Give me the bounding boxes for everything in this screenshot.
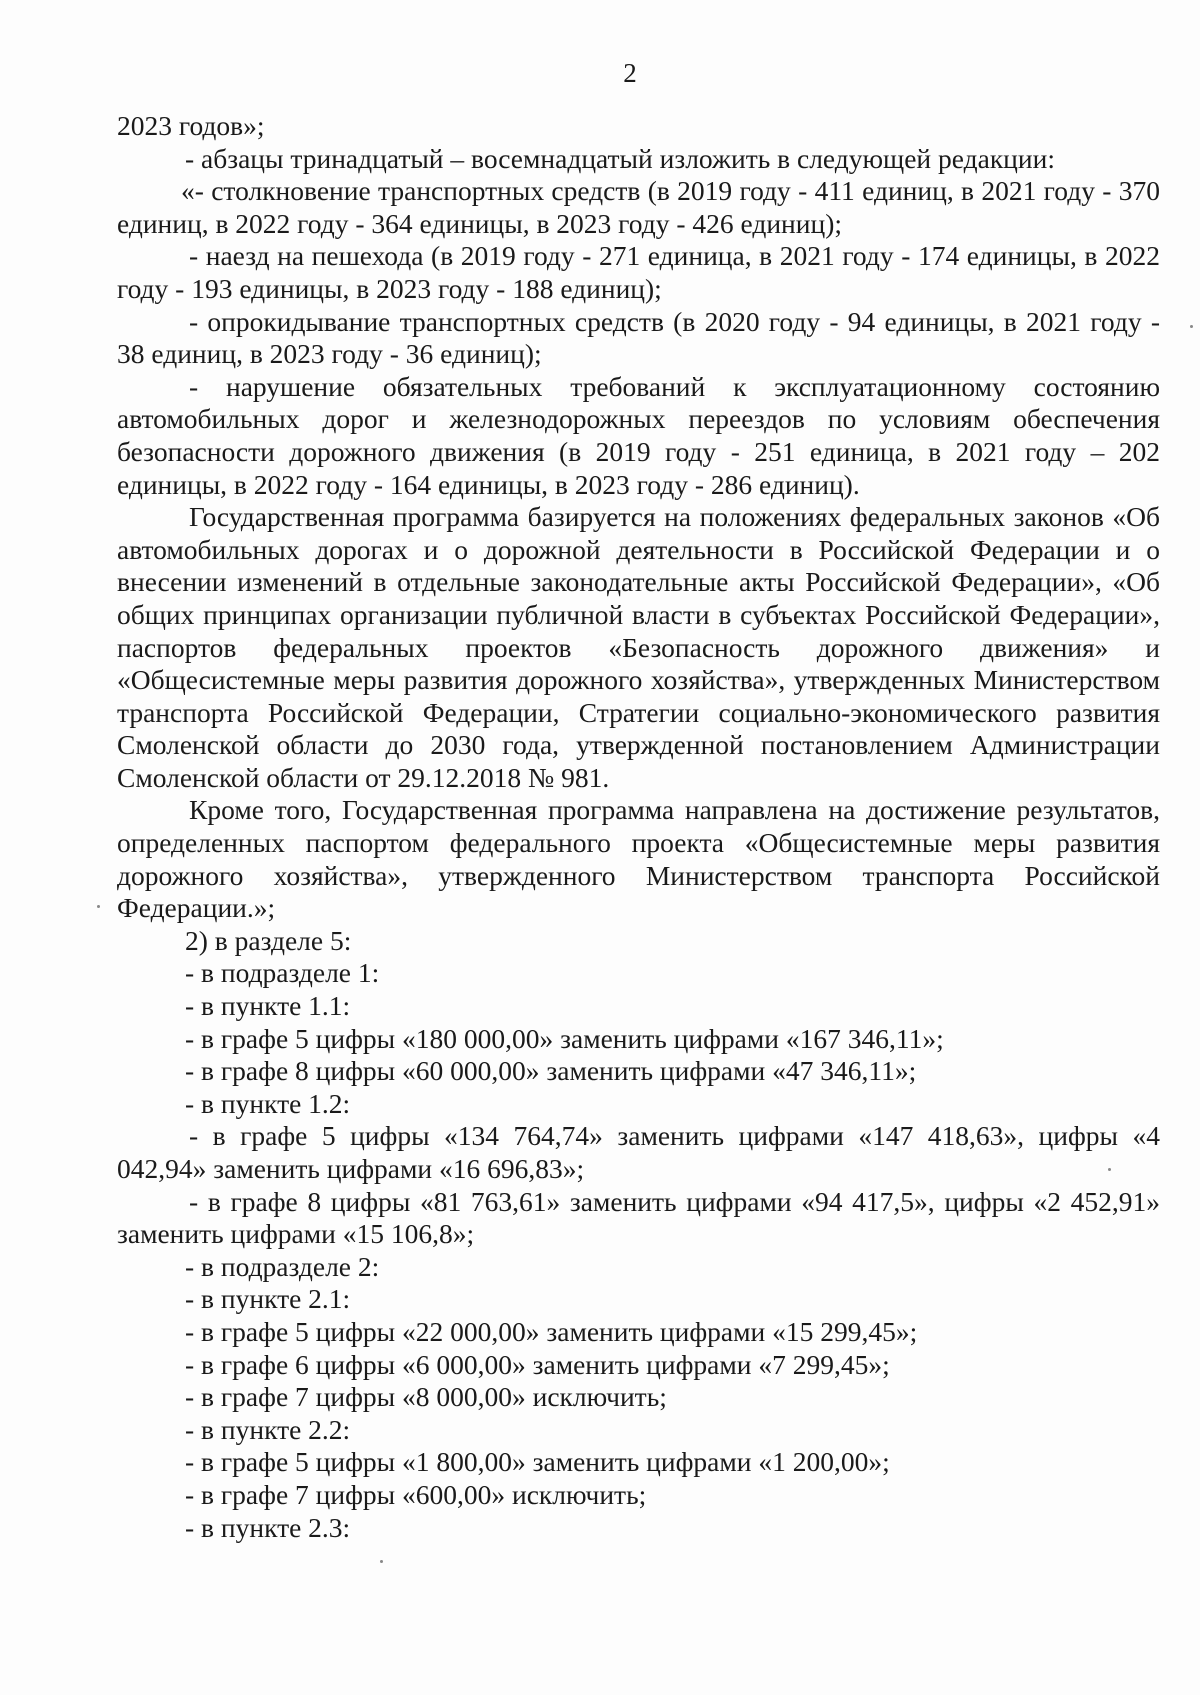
list-item: - в графе 5 цифры «180 000,00» заменить цифрами «167 346,11»;	[185, 1022, 944, 1054]
scan-speck	[1108, 1168, 1111, 1171]
paragraph: - абзацы тринадцатый – восемнадцатый изложить в следующей редакции:	[185, 142, 1055, 174]
paragraph: - опрокидывание транспортных средств (в 2020 году - 94 единицы, в 2021 году - 38 единиц, в 2023 году - 36 единиц);	[117, 305, 1160, 370]
list-item: - в графе 5 цифры «134 764,74» заменить цифрами «147 418,63», цифры «4 042,94» заменить цифрами «16 696,83»;	[117, 1120, 1160, 1184]
scan-speck	[97, 905, 100, 908]
list-item: - в пункте 2.1:	[185, 1283, 351, 1315]
page-number: 2	[623, 58, 637, 88]
scan-speck	[380, 1560, 383, 1563]
list-item: - в пункте 2.3:	[185, 1511, 351, 1543]
list-item: - в графе 7 цифры «8 000,00» исключить;	[185, 1381, 667, 1413]
paragraph: Кроме того, Государственная программа направлена на достижение результатов, определенных паспортом федерального проекта «Общесистемные меры развития дорожного хозяйства», утвержденного Министерством транспорта Российской Федерации.»;	[117, 794, 1160, 924]
document-body	[117, 110, 1160, 1544]
list-item: - в пункте 1.1:	[185, 990, 351, 1022]
list-item: - в пункте 1.2:	[185, 1087, 351, 1119]
paragraph: «- столкновение транспортных средств (в 2019 году - 411 единиц, в 2021 году - 370 единиц, в 2022 году - 364 единицы, в 2023 году - 426 единиц);	[117, 175, 1160, 239]
scan-speck	[1190, 325, 1193, 328]
paragraph: 2023 годов»;	[117, 110, 265, 141]
paragraph: - нарушение обязательных требований к эксплуатационному состоянию автомобильных дорог и железнодорожных переездов по условиям обеспечения безопасности дорожного движения (в 2019 году - 251 единица, в 2021 году – 202 единицы, в 2022 году - 164 единицы, в 2023 году - 286 единиц).	[117, 370, 1160, 500]
list-item: - в графе 8 цифры «81 763,61» заменить цифрами «94 417,5», цифры «2 452,91» заменить цифрами «15 106,8»;	[117, 1185, 1160, 1250]
list-item: - в графе 5 цифры «22 000,00» заменить цифрами «15 299,45»;	[185, 1315, 918, 1347]
list-item: - в графе 6 цифры «6 000,00» заменить цифрами «7 299,45»;	[185, 1348, 890, 1380]
list-item: - в пункте 2.2:	[185, 1413, 351, 1445]
list-item: - в графе 7 цифры «600,00» исключить;	[185, 1478, 647, 1510]
list-item: - в графе 5 цифры «1 800,00» заменить цифрами «1 200,00»;	[185, 1446, 890, 1478]
list-item: - в графе 8 цифры «60 000,00» заменить цифрами «47 346,11»;	[185, 1055, 917, 1087]
paragraph: Государственная программа базируется на положениях федеральных законов «Об автомобильных дорогах и о дорожной деятельности в Российской Федерации и о внесении изменений в отдельные законодательные акты Российской Федерации», «Об общих принципах организации публичной власти в субъектах Российской Федерации», паспортов федеральных проектов «Безопасность дорожного движения» и «Общесистемные меры развития дорожного хозяйства», утвержденных Министерством транспорта Российской Федерации, Стратегии социально-экономического развития Смоленской области до 2030 года, утвержденной постановлением Администрации Смоленской области от 29.12.2018 № 981.	[117, 501, 1160, 793]
list-item: 2) в разделе 5:	[185, 924, 352, 956]
list-item: - в подразделе 1:	[185, 957, 380, 989]
paragraph: - наезд на пешехода (в 2019 году - 271 единица, в 2021 году - 174 единицы, в 2022 году - 193 единицы, в 2023 году - 188 единиц);	[117, 240, 1160, 304]
list-item: - в подразделе 2:	[185, 1250, 380, 1282]
